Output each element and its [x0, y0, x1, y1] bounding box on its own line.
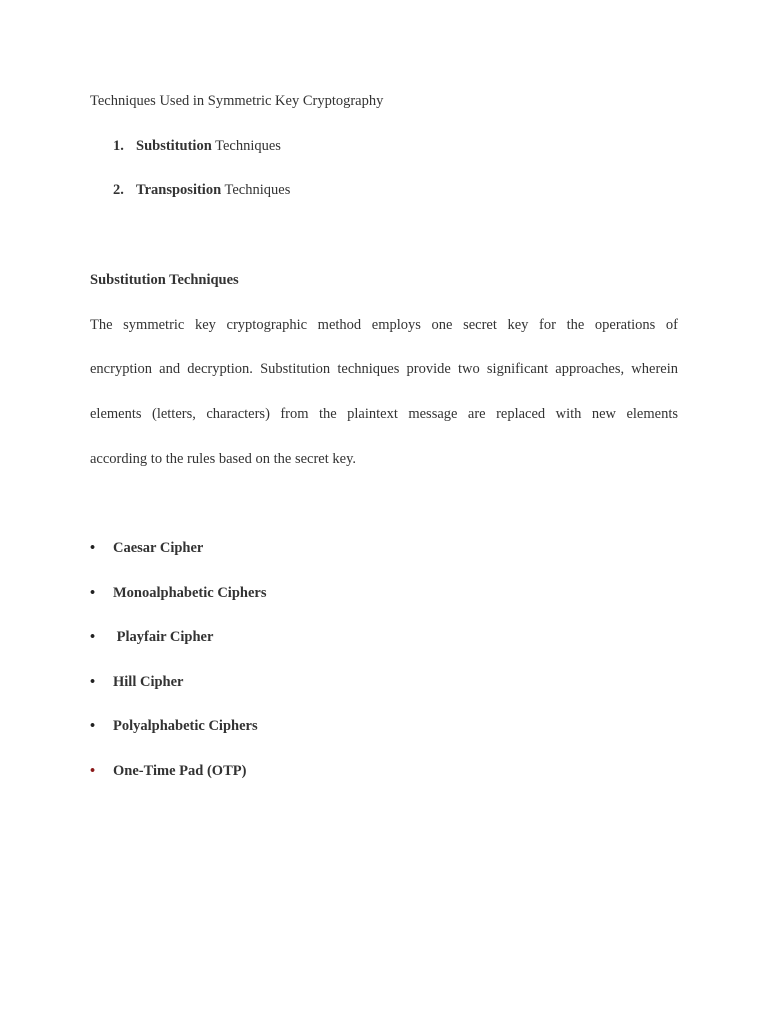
bullet-label: Caesar Cipher [113, 540, 204, 556]
bullet-icon: • [90, 585, 96, 601]
list-item-bold: Transposition [136, 182, 222, 198]
paragraph-line: The symmetric key cryptographic method employs one secret key for the operations of [90, 317, 678, 333]
list-item [90, 538, 203, 558]
bullet-icon: • [90, 718, 96, 734]
list-number: 2. [113, 182, 124, 198]
paragraph-line: according to the rules based on the secret key. [90, 451, 356, 467]
list-number: 1. [113, 138, 124, 154]
bullet-icon: • [90, 763, 96, 779]
bullet-label: One-Time Pad (OTP) [113, 763, 247, 779]
list-item [90, 716, 258, 736]
section-heading: Substitution Techniques [90, 272, 239, 288]
list-item [90, 672, 184, 692]
paragraph-line: elements (letters, characters) from the plaintext message are replaced with new elements [90, 406, 678, 422]
bullet-label: Playfair Cipher [113, 629, 214, 645]
bullet-label: Hill Cipher [113, 674, 184, 690]
numbered-item-substitution [113, 136, 281, 156]
document-title: Techniques Used in Symmetric Key Cryptography [90, 93, 384, 109]
numbered-item-transposition [113, 180, 290, 200]
bullet-label: Polyalphabetic Ciphers [113, 718, 258, 734]
bullet-icon: • [90, 674, 96, 690]
list-item [90, 761, 246, 781]
bullet-icon: • [90, 540, 96, 556]
list-item [90, 627, 213, 647]
list-item-text: Techniques [211, 138, 281, 154]
list-item [90, 583, 266, 603]
bullet-label: Monoalphabetic Ciphers [113, 585, 267, 601]
paragraph-line: encryption and decryption. Substitution techniques provide two significant approaches, wherein [90, 361, 678, 377]
list-item-bold: Substitution [136, 138, 212, 154]
list-item-text: Techniques [221, 182, 291, 198]
bullet-icon: • [90, 629, 96, 645]
